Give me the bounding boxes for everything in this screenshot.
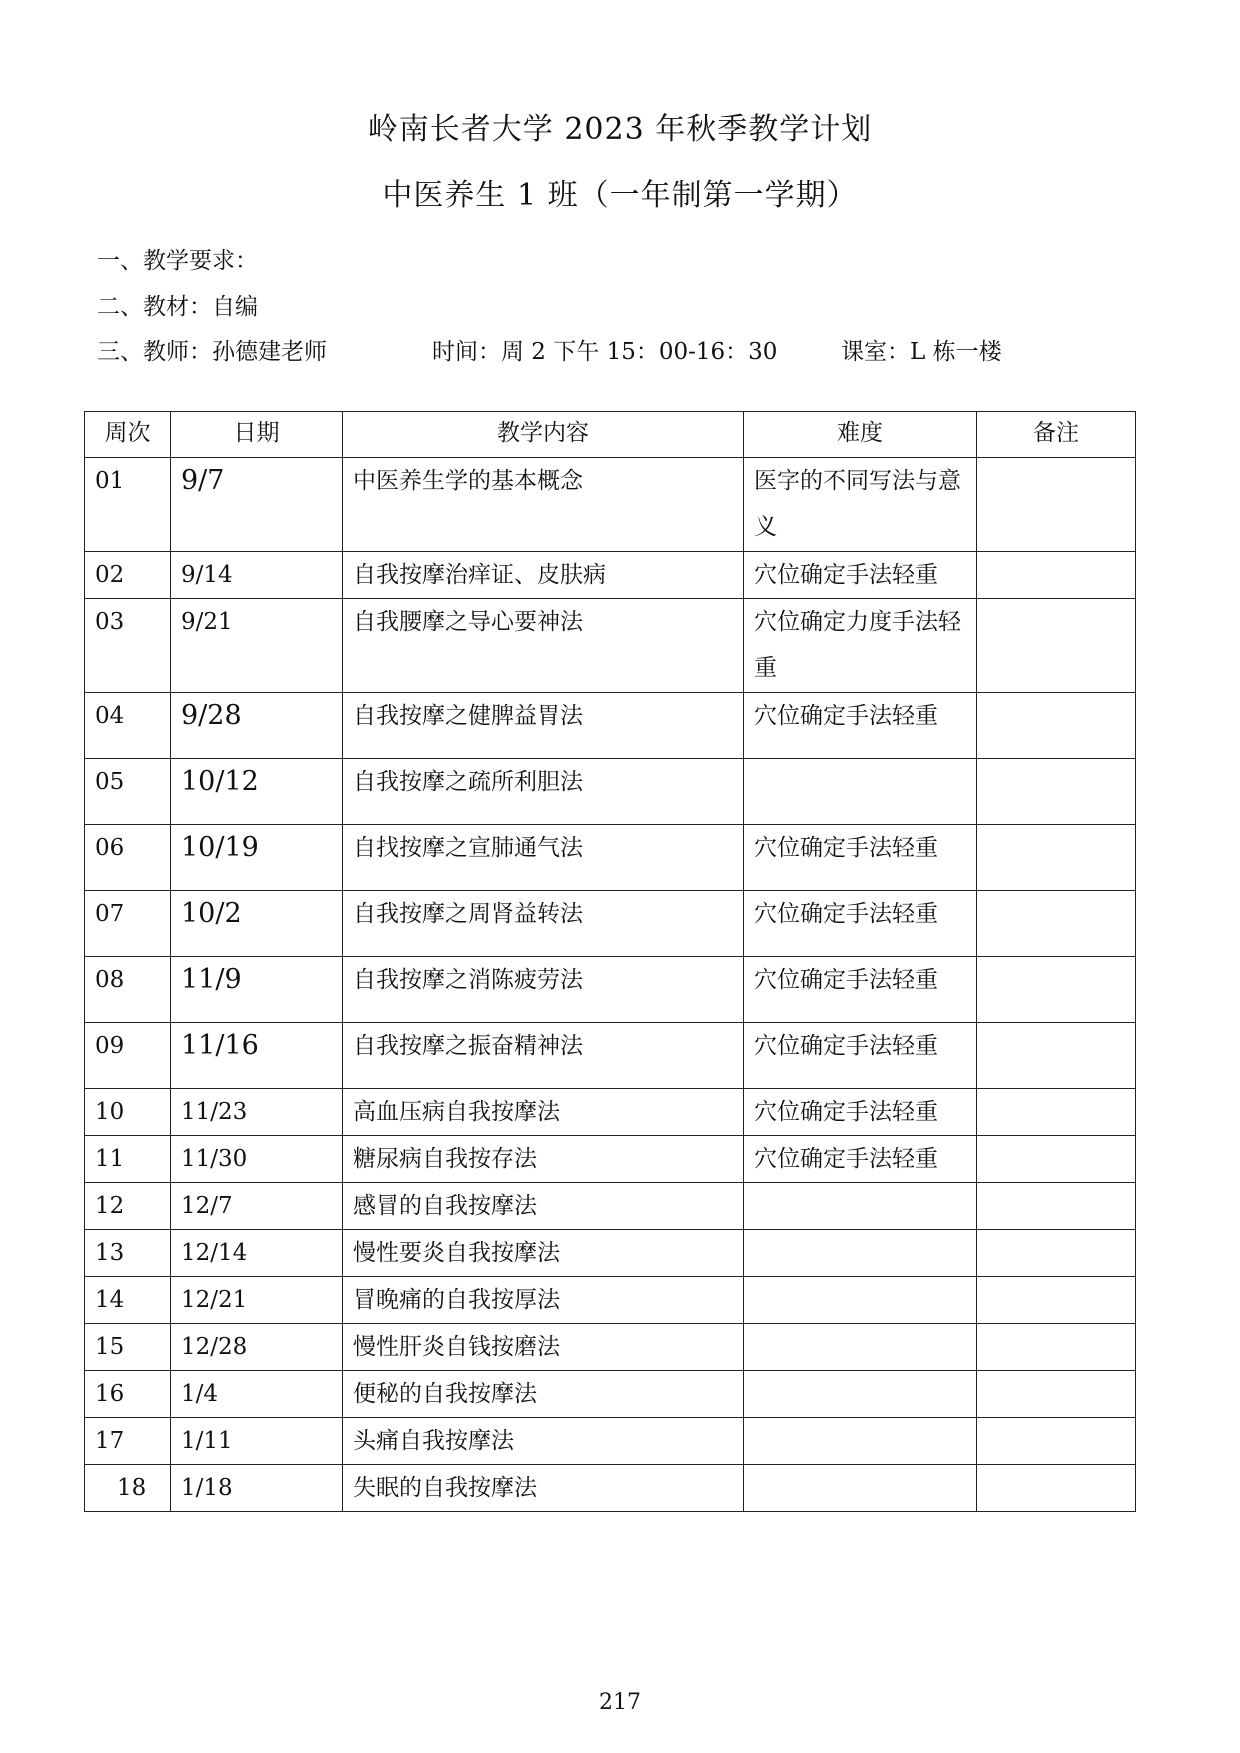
week-cell: 06 (85, 825, 171, 891)
note-cell (977, 1136, 1136, 1183)
week-cell: 05 (85, 759, 171, 825)
table-row (85, 1371, 1136, 1418)
content-cell: 自我按摩之健脾益胃法 (343, 693, 744, 759)
week-cell: 08 (85, 957, 171, 1023)
table-row (85, 599, 1136, 693)
table-row (85, 759, 1136, 825)
table-row (85, 891, 1136, 957)
date-cell: 1/4 (171, 1371, 343, 1418)
date-cell: 12/7 (171, 1183, 343, 1230)
date-cell: 12/21 (171, 1277, 343, 1324)
content-cell: 自我按摩之周肾益转法 (343, 891, 744, 957)
week-cell: 02 (85, 552, 171, 599)
week-cell: 07 (85, 891, 171, 957)
note-cell (977, 1277, 1136, 1324)
content-cell: 感冒的自我按摩法 (343, 1183, 744, 1230)
content-cell: 自我按摩之疏所利胆法 (343, 759, 744, 825)
date-cell: 9/14 (171, 552, 343, 599)
week-cell: 16 (85, 1371, 171, 1418)
difficulty-cell (744, 1230, 977, 1277)
content-cell: 慢性肝炎自钱按磨法 (343, 1324, 744, 1371)
note-cell (977, 759, 1136, 825)
note-cell (977, 1230, 1136, 1277)
schedule-table (84, 411, 1136, 1512)
note-cell (977, 1465, 1136, 1512)
content-cell: 自我腰摩之导心要神法 (343, 599, 744, 693)
content-cell: 失眠的自我按摩法 (343, 1465, 744, 1512)
table-row (85, 693, 1136, 759)
info-teacher: 三、教师：孙德建老师 (97, 339, 327, 365)
difficulty-cell: 穴位确定手法轻重 (744, 825, 977, 891)
column-header-week: 周次 (85, 412, 171, 458)
note-cell (977, 825, 1136, 891)
difficulty-cell (744, 1465, 977, 1512)
table-row (85, 1183, 1136, 1230)
difficulty-cell (744, 1183, 977, 1230)
table-row (85, 957, 1136, 1023)
date-cell: 10/2 (171, 891, 343, 957)
table-row (85, 1418, 1136, 1465)
content-cell: 慢性要炎自我按摩法 (343, 1230, 744, 1277)
week-cell: 17 (85, 1418, 171, 1465)
info-room: 课室：L 栋一楼 (841, 339, 1002, 365)
content-cell: 自我按摩治痒证、皮肤病 (343, 552, 744, 599)
info-time: 时间：周 2 下午 15：00-16：30 (432, 339, 778, 365)
difficulty-cell (744, 759, 977, 825)
difficulty-cell: 穴位确定手法轻重 (744, 1023, 977, 1089)
note-cell (977, 1418, 1136, 1465)
note-cell (977, 1183, 1136, 1230)
note-cell (977, 891, 1136, 957)
week-cell: 09 (85, 1023, 171, 1089)
content-cell: 自我按摩之振奋精神法 (343, 1023, 744, 1089)
table-row (85, 1465, 1136, 1512)
content-cell: 中医养生学的基本概念 (343, 458, 744, 552)
week-cell: 11 (85, 1136, 171, 1183)
page-title: 岭南长者大学 2023 年秋季教学计划 (367, 112, 873, 147)
week-cell: 03 (85, 599, 171, 693)
content-cell: 自我按摩之消陈疲劳法 (343, 957, 744, 1023)
table-row (85, 1089, 1136, 1136)
content-cell: 便秘的自我按摩法 (343, 1371, 744, 1418)
content-cell: 高血压病自我按摩法 (343, 1089, 744, 1136)
column-header-difficulty: 难度 (744, 412, 977, 458)
week-cell: 15 (85, 1324, 171, 1371)
week-cell: 01 (85, 458, 171, 552)
date-cell: 11/16 (171, 1023, 343, 1089)
difficulty-cell: 穴位确定手法轻重 (744, 1089, 977, 1136)
table-row (85, 458, 1136, 552)
date-cell: 1/11 (171, 1418, 343, 1465)
difficulty-cell: 穴位确定手法轻重 (744, 1136, 977, 1183)
difficulty-cell: 穴位确定手法轻重 (744, 891, 977, 957)
note-cell (977, 1324, 1136, 1371)
column-header-note: 备注 (977, 412, 1136, 458)
table-row (85, 1023, 1136, 1089)
table-row (85, 1277, 1136, 1324)
date-cell: 12/14 (171, 1230, 343, 1277)
content-cell: 冒晚痛的自我按厚法 (343, 1277, 744, 1324)
column-header-date: 日期 (171, 412, 343, 458)
date-cell: 11/30 (171, 1136, 343, 1183)
info-textbook: 二、教材：自编 (97, 294, 258, 320)
note-cell (977, 1023, 1136, 1089)
date-cell: 1/18 (171, 1465, 343, 1512)
difficulty-cell: 穴位确定手法轻重 (744, 957, 977, 1023)
week-cell: 12 (85, 1183, 171, 1230)
table-row (85, 552, 1136, 599)
content-cell: 糖尿病自我按存法 (343, 1136, 744, 1183)
content-cell: 自找按摩之宣肺通气法 (343, 825, 744, 891)
date-cell: 9/28 (171, 693, 343, 759)
week-cell: 10 (85, 1089, 171, 1136)
note-cell (977, 957, 1136, 1023)
date-cell: 10/12 (171, 759, 343, 825)
date-cell: 9/7 (171, 458, 343, 552)
table-row (85, 1136, 1136, 1183)
difficulty-cell: 穴位确定手法轻重 (744, 693, 977, 759)
difficulty-cell (744, 1324, 977, 1371)
table-row (85, 1230, 1136, 1277)
note-cell (977, 1371, 1136, 1418)
info-requirements: 一、教学要求： (97, 248, 258, 274)
table-header-row (85, 412, 1136, 458)
note-cell (977, 1089, 1136, 1136)
date-cell: 11/23 (171, 1089, 343, 1136)
note-cell (977, 552, 1136, 599)
date-cell: 10/19 (171, 825, 343, 891)
page-subtitle: 中医养生 1 班（一年制第一学期） (382, 178, 858, 213)
table-row (85, 825, 1136, 891)
week-cell: 13 (85, 1230, 171, 1277)
note-cell (977, 458, 1136, 552)
difficulty-cell (744, 1418, 977, 1465)
difficulty-cell (744, 1371, 977, 1418)
difficulty-cell (744, 1277, 977, 1324)
difficulty-cell: 穴位确定手法轻重 (744, 552, 977, 599)
difficulty-cell: 医字的不同写法与意义 (744, 458, 977, 552)
date-cell: 9/21 (171, 599, 343, 693)
table-row (85, 1324, 1136, 1371)
difficulty-cell: 穴位确定力度手法轻重 (744, 599, 977, 693)
week-cell: 04 (85, 693, 171, 759)
week-cell: 14 (85, 1277, 171, 1324)
note-cell (977, 599, 1136, 693)
note-cell (977, 693, 1136, 759)
page-number: 217 (599, 1690, 641, 1715)
column-header-content: 教学内容 (343, 412, 744, 458)
content-cell: 头痛自我按摩法 (343, 1418, 744, 1465)
week-cell: 18 (85, 1465, 171, 1512)
date-cell: 11/9 (171, 957, 343, 1023)
date-cell: 12/28 (171, 1324, 343, 1371)
